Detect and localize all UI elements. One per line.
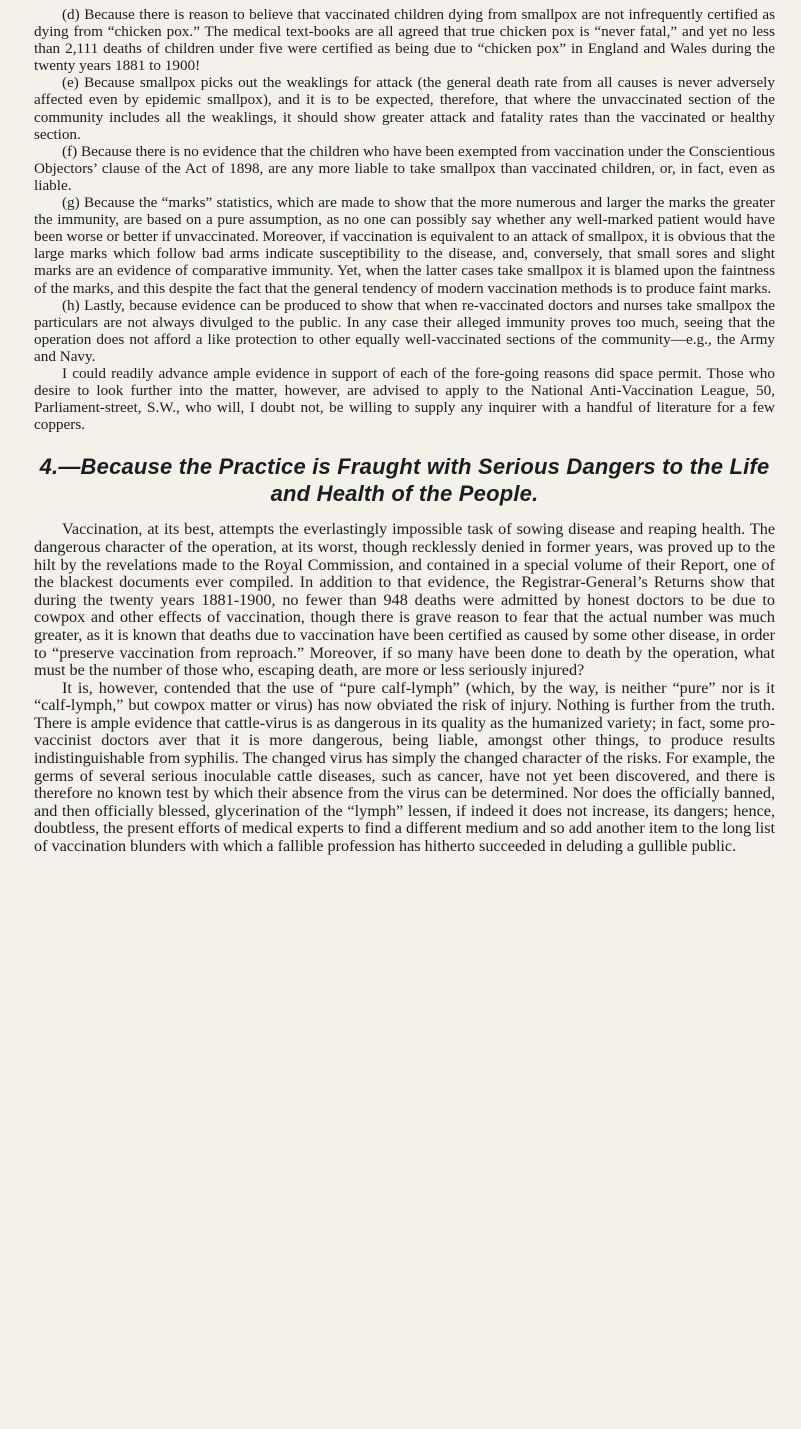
dangers-section <box>34 521 775 855</box>
paragraph-h: (h) Lastly, because evidence can be produced to show that when re-vaccinated doctors and nurses take smallpox the particulars are not always divulged to the public. In any case their alleged immunity proves too much, seeing that the operation does not afford a like protection to other equally well-vaccinated sections of the community—e.g., the Army and Navy. <box>34 296 775 365</box>
reasons-section <box>34 6 775 433</box>
paragraph-e: (e) Because smallpox picks out the weaklings for attack (the general death rate from all causes is never adversely affected even by epidemic smallpox), and it is to be expected, therefore, that where the unvaccinated section of the community includes all the weaklings, it should show greater attack and fatality rates than the vaccinated or healthy section. <box>34 74 775 143</box>
paragraph-calf-lymph: It is, however, contended that the use of “pure calf-lymph” (which, by the way, is neither “pure” nor is it “calf-lymph,” but cowpox matter or virus) has now obviated the risk of injury. Nothing is further from the truth. There is ample evidence that cattle-virus is as dangerous in its quality as the humanized variety; in fact, some pro-vaccinist doctors aver that it is more dangerous, being liable, amongst other things, to produce results indistinguishable from syphilis. The changed virus has simply the changed character of the risks. For example, the germs of several serious inoculable cattle diseases, such as cancer, have not yet been discovered, and there is therefore no known test by which their absence from the virus can be determined. Nor does the officially banned, and then officially blessed, glycerination of the “lymph” lessen, if indeed it does not increase, its dangers; hence, doubtless, the present efforts of medical experts to find a different medium and so add another item to the long list of vaccination blunders with which a fallible profession has hitherto succeeded in deluding a gullible public. <box>34 678 775 856</box>
paragraph-d: (d) Because there is reason to believe that vaccinated children dying from smallpox are not infrequently certified as dying from “chicken pox.” The medical text-books are all agreed that true chicken pox is “never fatal,” and yet no less than 2,111 deaths of children under five were certified as being due to “chicken pox” in England and Wales during the twenty years 1881 to 1900! <box>34 6 775 75</box>
paragraph-vaccination-dangers: Vaccination, at its best, attempts the everlastingly impossible task of sowing disease and reaping health. The dangerous character of the operation, at its worst, though recklessly denied in former years, was proved up to the hilt by the revelations made to the Royal Commission, and contained in a special volume of their Report, one of the blackest documents ever compiled. In addition to that evidence, the Registrar-General’s Returns show that during the twenty years 1881-1900, no fewer than 948 deaths were admitted by honest doctors to be due to cowpox and other effects of vaccination, though there is grave reason to fear that the actual number was much greater, as it is known that deaths due to vaccination have been certified as caused by some other disease, in order to “preserve vaccination from reproach.” Moreover, if so many have been done to death by the operation, what must be the number of those who, escaping death, are more or less seriously injured? <box>34 520 775 680</box>
paragraph-f: (f) Because there is no evidence that the children who have been exempted from vaccination under the Conscientious Objectors’ clause of the Act of 1898, are any more liable to take smallpox than vaccinated children, or, in fact, even as liable. <box>34 142 775 194</box>
paragraph-conclusion: I could readily advance ample evidence in support of each of the fore-going reasons did space permit. Those who desire to look further into the matter, however, are advised to apply to the National Anti-Vaccination League, 50, Parliament-street, S.W., who will, I doubt not, be willing to supply any inquirer with a handful of literature for a few coppers. <box>34 364 775 434</box>
section-heading: 4.—Because the Practice is Fraught with Serious Dangers to the Life and Health of the People. <box>39 454 770 507</box>
paragraph-g: (g) Because the “marks” statistics, which are made to show that the more numerous and larger the marks the greater the immunity, are based on a pure assumption, as no one can possibly say whether any well-marked patient would have been worse or better if unvaccinated. Moreover, if vaccination is equivalent to an attack of smallpox, it is obvious that the large marks which follow bad arms indicate susceptibility to the disease, and, conversely, that small sores and slight marks are an evidence of comparative immunity. Yet, when the latter cases take smallpox it is blamed upon the faintness of the marks, and this despite the fact that the general tendency of modern vaccination methods is to produce faint marks. <box>34 194 775 297</box>
